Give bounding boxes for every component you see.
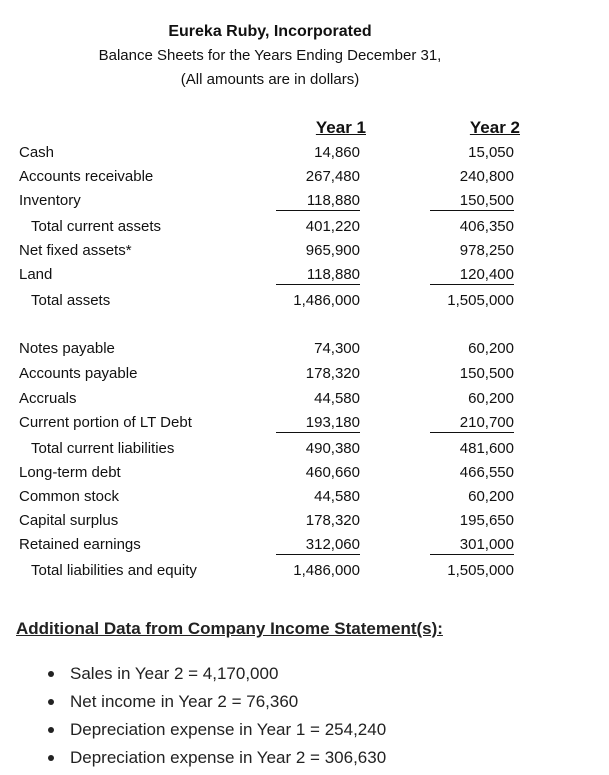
year2-value: 240,800 (459, 168, 514, 185)
year2-value: 150,500 (430, 192, 514, 211)
year2-value: 978,250 (459, 242, 514, 259)
table-row (0, 512, 609, 534)
row-label: Total current assets (31, 218, 162, 235)
list-item-text: Depreciation expense in Year 2 = 306,630 (70, 748, 387, 767)
table-row (0, 168, 609, 190)
table-row (0, 144, 609, 166)
table-row (0, 218, 609, 240)
year1-value: 267,480 (305, 168, 360, 185)
year1-value: 178,320 (305, 365, 360, 382)
statement-title: Balance Sheets for the Years Ending December 31, (98, 47, 442, 64)
year1-value: 14,860 (314, 144, 360, 161)
row-label: Common stock (19, 488, 120, 505)
table-row (0, 414, 609, 436)
year1-header: Year 1 (315, 118, 366, 137)
table-row (0, 536, 609, 558)
list-item-text: Sales in Year 2 = 4,170,000 (70, 664, 279, 683)
row-label: Accounts receivable (19, 168, 154, 185)
table-row (0, 390, 609, 412)
year2-value: 60,200 (468, 340, 514, 357)
year1-value: 118,880 (276, 266, 360, 285)
year1-value: 1,486,000 (293, 292, 360, 309)
list-item (48, 660, 386, 688)
year1-value: 44,580 (314, 390, 360, 407)
table-row (0, 192, 609, 214)
year2-value: 481,600 (459, 440, 514, 457)
list-item-text: Depreciation expense in Year 1 = 254,240 (70, 720, 387, 739)
additional-data-list (48, 660, 386, 772)
year2-value: 466,550 (459, 464, 514, 481)
bullet-icon (48, 727, 54, 733)
year1-value: 178,320 (305, 512, 360, 529)
table-row (0, 292, 609, 314)
table-row (0, 266, 609, 288)
list-item-text: Net income in Year 2 = 76,360 (70, 692, 299, 711)
year1-value: 44,580 (314, 488, 360, 505)
amounts-note: (All amounts are in dollars) (180, 71, 360, 88)
list-item (48, 744, 386, 772)
table-row (0, 562, 609, 584)
year1-value: 74,300 (314, 340, 360, 357)
row-label: Net fixed assets* (19, 242, 132, 259)
row-label: Total liabilities and equity (31, 562, 197, 579)
table-row (0, 242, 609, 264)
year2-value: 60,200 (468, 488, 514, 505)
year1-value: 401,220 (305, 218, 360, 235)
row-label: Current portion of LT Debt (19, 414, 192, 431)
row-label: Total current liabilities (31, 440, 175, 457)
table-row (0, 365, 609, 387)
year2-value: 120,400 (430, 266, 514, 285)
row-label: Cash (19, 144, 55, 161)
year2-value: 60,200 (468, 390, 514, 407)
year2-value: 301,000 (430, 536, 514, 555)
row-label: Retained earnings (19, 536, 141, 553)
row-label: Land (19, 266, 53, 283)
row-label: Total assets (31, 292, 111, 309)
year1-value: 118,880 (276, 192, 360, 211)
company-name: Eureka Ruby, Incorporated (168, 23, 372, 40)
list-item (48, 688, 386, 716)
row-label: Accounts payable (19, 365, 138, 382)
row-label: Capital surplus (19, 512, 119, 529)
year2-value: 195,650 (459, 512, 514, 529)
row-label: Accruals (19, 390, 77, 407)
year2-value: 1,505,000 (447, 292, 514, 309)
year2-header: Year 2 (469, 118, 520, 137)
year2-value: 210,700 (430, 414, 514, 433)
bullet-icon (48, 755, 54, 761)
year2-value: 406,350 (459, 218, 514, 235)
table-row (0, 340, 609, 362)
bullet-icon (48, 671, 54, 677)
row-label: Inventory (19, 192, 81, 209)
year2-value: 15,050 (468, 144, 514, 161)
row-label: Long-term debt (19, 464, 121, 481)
year1-value: 193,180 (276, 414, 360, 433)
year1-value: 312,060 (276, 536, 360, 555)
additional-data-heading: Additional Data from Company Income Statement(s): (16, 619, 443, 638)
table-row (0, 488, 609, 510)
year2-value: 150,500 (459, 365, 514, 382)
year2-value: 1,505,000 (447, 562, 514, 579)
table-row (0, 440, 609, 462)
bullet-icon (48, 699, 54, 705)
table-row (0, 464, 609, 486)
year1-value: 460,660 (305, 464, 360, 481)
year1-value: 1,486,000 (293, 562, 360, 579)
year1-value: 490,380 (305, 440, 360, 457)
year1-value: 965,900 (305, 242, 360, 259)
row-label: Notes payable (19, 340, 115, 357)
list-item (48, 716, 386, 744)
